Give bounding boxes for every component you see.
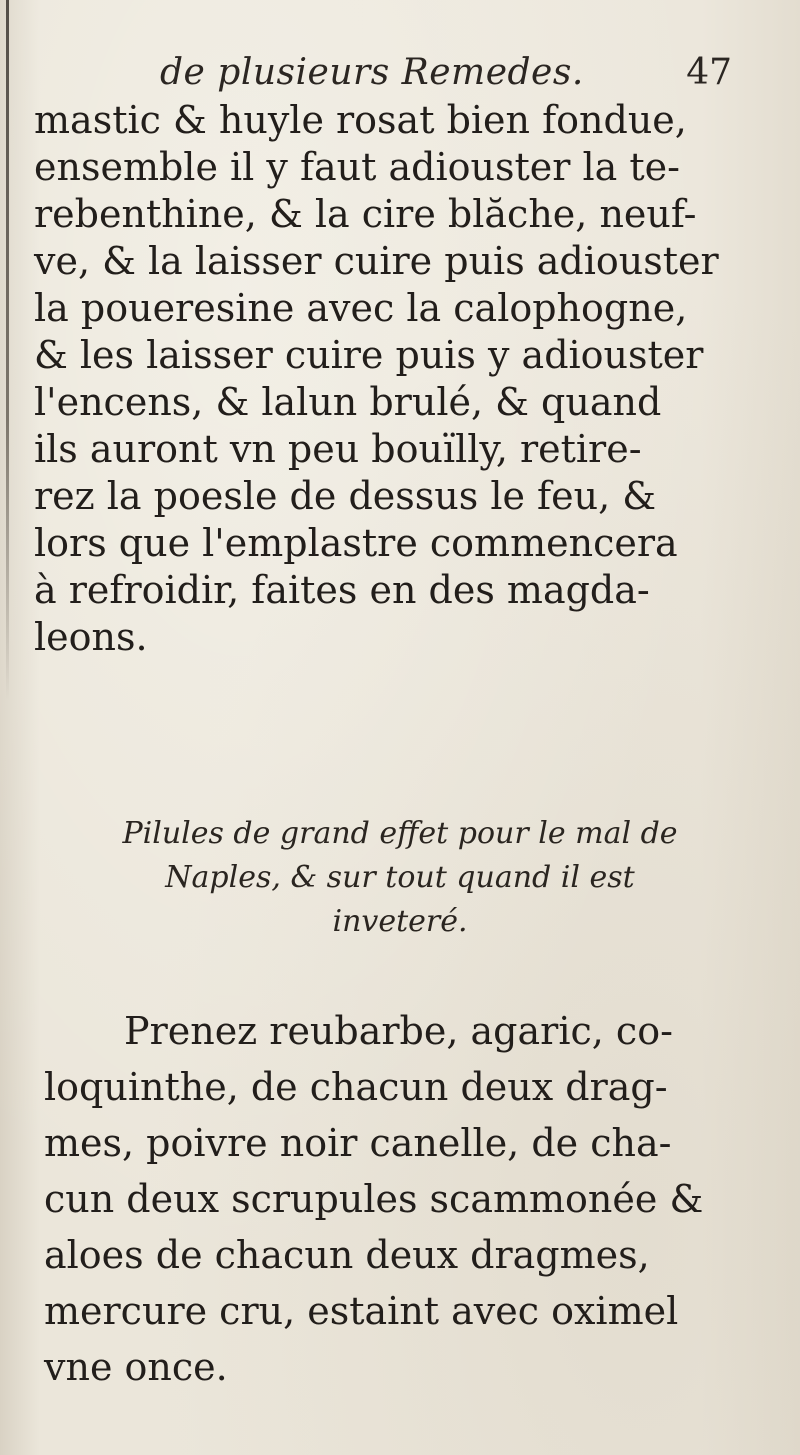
text-line: & les laisser cuire puis y adiouster (34, 333, 704, 377)
paragraph-pilules (44, 1003, 764, 1395)
heading-line: inveteré. (332, 904, 468, 939)
text-line: vne once. (44, 1345, 228, 1389)
heading-line: Pilules de grand effet pour le mal de (122, 816, 678, 851)
text-line: ils auront vn peu bouïlly, retire- (34, 427, 642, 471)
paragraph-emplastre (34, 97, 754, 661)
text-line: aloes de chacun deux dragmes, (44, 1233, 650, 1277)
page-number: 47 (686, 52, 732, 93)
text-line: leons. (34, 615, 148, 659)
page-header (160, 52, 740, 102)
text-line: l'encens, & lalun brulé, & quand (34, 380, 662, 424)
text-line: ve, & la laisser cuire puis adiouster (34, 239, 719, 283)
text-line: lors que l'emplastre commencera (34, 521, 678, 565)
text-line: rebenthine, & la cire blăche, neuf- (34, 192, 697, 236)
text-line: mes, poivre noir canelle, de cha- (44, 1121, 672, 1165)
section-heading (60, 812, 740, 944)
running-title: de plusieurs Remedes. (160, 52, 584, 93)
text-line: rez la poesle de dessus le feu, & (34, 474, 657, 518)
text-line: à refroidir, faites en des magda- (34, 568, 650, 612)
heading-line: Naples, & sur tout quand il est (165, 860, 635, 895)
text-line: cun deux scrupules scammonée & (44, 1177, 704, 1221)
text-line: Prenez reubarbe, agaric, co- (124, 1009, 673, 1053)
text-line: loquinthe, de chacun deux drag- (44, 1065, 668, 1109)
text-line: mastic & huyle rosat bien fondue, (34, 98, 687, 142)
text-line: ensemble il y faut adiouster la te- (34, 145, 680, 189)
text-line: la poueresine avec la calophogne, (34, 286, 688, 330)
text-line: mercure cru, estaint avec oximel (44, 1289, 679, 1333)
binding-gutter (6, 0, 9, 700)
